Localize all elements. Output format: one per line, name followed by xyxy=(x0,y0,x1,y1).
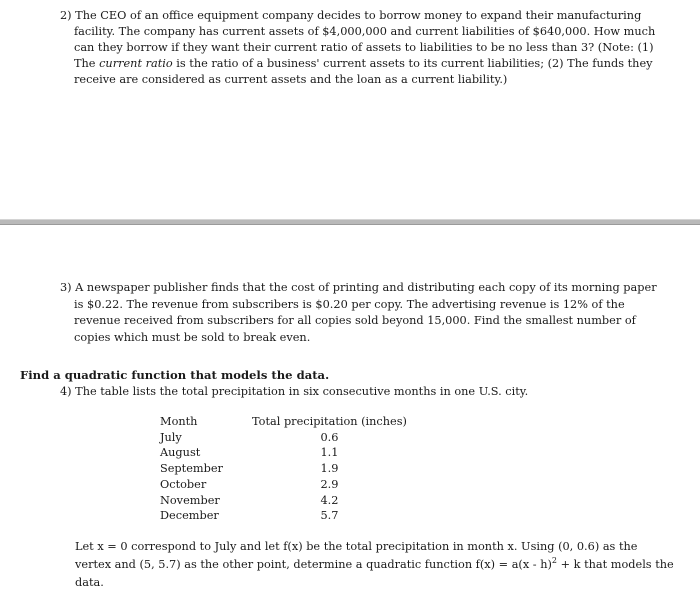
table-cell-value: 4.2 xyxy=(320,493,339,507)
table-header-month: Month xyxy=(160,415,198,428)
table-cell-month: September xyxy=(160,462,223,476)
problem-2-text-after: is the ratio of a business' current assets to its current liabilities; (2) The funds they receive are considered as current assets and the loan as a current liability.) xyxy=(74,57,653,86)
problem-4-task xyxy=(75,538,675,592)
table-header-precipitation: Total precipitation (inches) xyxy=(252,415,407,428)
table-header-row xyxy=(160,414,407,430)
problem-3 xyxy=(60,280,668,346)
problem-4-task-before: Let x = 0 correspond to July and let f(x) be the total precipitation in month x. Using (0, 0.6) as the vertex and (5, 5.7) as the other point, determine a quadratic function f(x) = a(x - h) xyxy=(75,540,638,571)
table-cell-month: November xyxy=(160,493,220,507)
table-row xyxy=(160,477,407,493)
table-cell-value: 1.9 xyxy=(320,462,339,476)
problem-4-intro: 4) The table lists the total precipitation in six consecutive months in one U.S. city. xyxy=(60,385,529,398)
table-row xyxy=(160,493,407,509)
table-cell-value: 1.1 xyxy=(320,446,339,460)
problem-2 xyxy=(60,8,670,88)
problem-2-text xyxy=(60,8,670,88)
table-row xyxy=(160,508,407,524)
precipitation-table xyxy=(160,414,407,524)
table-row xyxy=(160,445,407,461)
section-heading: Find a quadratic function that models the data. xyxy=(20,368,330,382)
table-cell-value: 5.7 xyxy=(320,509,339,523)
problem-3-text: 3) A newspaper publisher finds that the cost of printing and distributing each copy of its morning paper is $0.22. The revenue from subscribers is $0.20 per copy. The advertising revenue is 12% of the revenue received from subscribers for all copies sold beyond 15,000. Find the smallest number of copies which must be sold to break even. xyxy=(60,281,657,344)
table-cell-month: October xyxy=(160,477,207,491)
table-cell-month: December xyxy=(160,509,219,523)
page-divider xyxy=(0,219,700,225)
table-row xyxy=(160,461,407,477)
problem-2-text-before: 2) The CEO of an office equipment company decides to borrow money to expand their manufacturing facility. The company has current assets of $4,000,000 and current liabilities of $640,000. How much can they borrow if they want their current ratio of assets to liabilities to be no less than 3? (Note: (1) The xyxy=(60,9,656,70)
table-row xyxy=(160,430,407,446)
table-cell-value: 0.6 xyxy=(320,430,339,444)
problem-2-term: current ratio xyxy=(99,57,173,70)
problem-4-task-after: + k that models the data. xyxy=(75,558,674,589)
table-cell-month: July xyxy=(160,430,182,444)
table-cell-month: August xyxy=(160,446,201,460)
table-cell-value: 2.9 xyxy=(320,477,339,491)
exponent: 2 xyxy=(551,556,557,566)
